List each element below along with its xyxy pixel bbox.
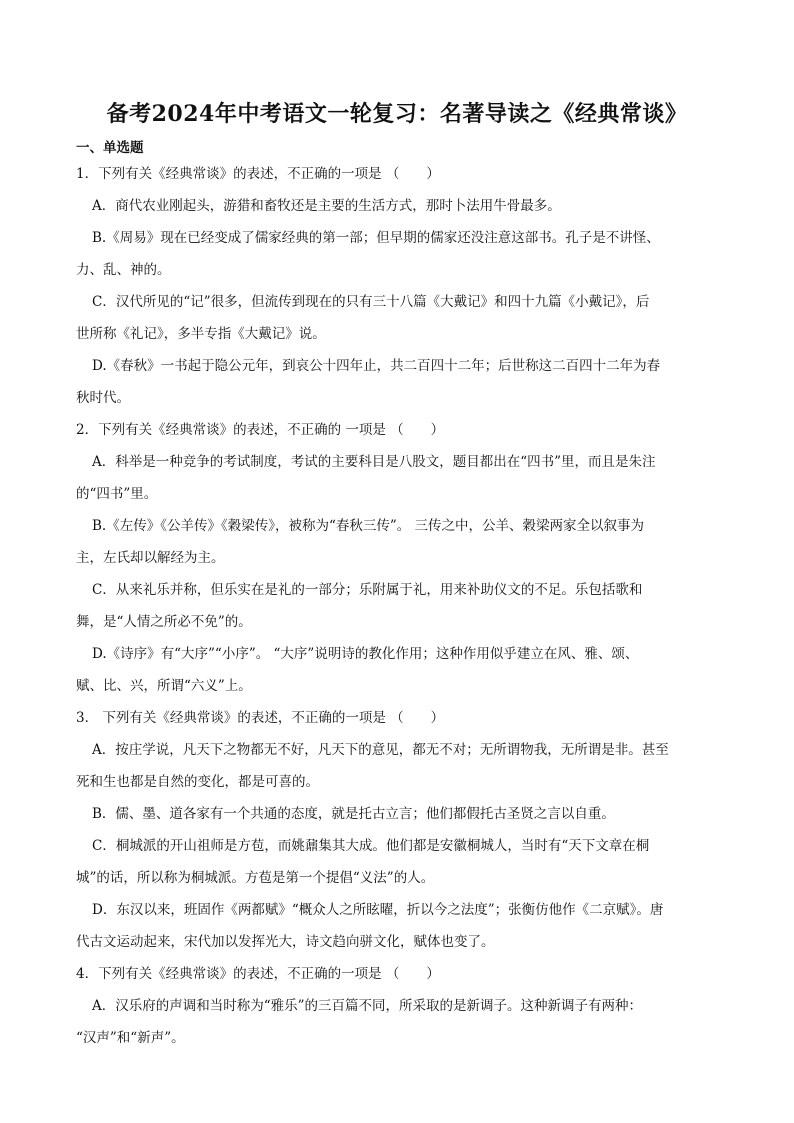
option-text-line: A．汉乐府的声调和当时称为“雅乐”的三百篇不同，所采取的是新调子。这种新调子有两种： <box>92 998 643 1014</box>
option-text-line: C．桐城派的开山祖师是方苞，而姚鼐集其大成。他们都是安徽桐城人，当时有“天下文章在桐 <box>92 838 650 854</box>
option-text-line: 代古文运动起来，宋代加以发挥光大，诗文趋向骈文化，赋体也变了。 <box>76 934 495 950</box>
question-3 <box>76 706 722 954</box>
option-text-line: D.《春秋》一书起于隐公元年，到哀公十四年止，共二百四十二年；后世称这二百四十二年为春 <box>92 358 661 374</box>
option-a <box>76 194 722 218</box>
option-d <box>76 898 722 954</box>
option-text-line: 的“四书”里。 <box>76 486 158 502</box>
option-text-line: B.《周易》现在已经变成了儒家经典的第一部；但早期的儒家还没注意这部书。孔子是不讲怪、 <box>92 230 660 246</box>
option-b <box>76 514 722 570</box>
question-2 <box>76 418 722 698</box>
option-text-line: 主，左氏却以解经为主。 <box>76 550 225 566</box>
option-c <box>76 290 722 346</box>
option-text-line: A．商代农业刚起头，游猎和畜牧还是主要的生活方式，那时卜法用牛骨最多。 <box>92 198 561 214</box>
document-title: 备考2024年中考语文一轮复习：名著导读之《经典常谈》 <box>106 101 688 127</box>
option-text-line: C．从来礼乐并称，但乐实在是礼的一部分；乐附属于礼，用来补助仪文的不足。乐包括歌和 <box>92 582 643 598</box>
option-d <box>76 354 722 410</box>
option-a <box>76 994 722 1050</box>
option-text-line: 舞，是“人情之所必不免”的。 <box>76 614 252 630</box>
option-b <box>76 226 722 282</box>
option-c <box>76 834 722 890</box>
question-list <box>76 162 722 1058</box>
section-heading: 一、单选题 <box>76 140 144 156</box>
option-text-line: 秋时代。 <box>76 390 130 406</box>
question-stem: 3． 下列有关《经典常谈》的表述，不正确的一项是 （ ） <box>76 710 445 726</box>
option-text-line: A．科举是一种竞争的考试制度，考试的主要科目是八股文，题目都出在“四书”里，而且是朱注 <box>92 454 656 470</box>
option-text-line: 死和生也都是自然的变化，都是可喜的。 <box>76 774 319 790</box>
option-text-line: C．汉代所见的“记”很多，但流传到现在的只有三十八篇《大戴记》和四十九篇《小戴记》，后 <box>92 294 650 310</box>
question-stem: 2．下列有关《经典常谈》的表述，不正确的 一项是 （ ） <box>76 422 445 438</box>
question-1 <box>76 162 722 410</box>
option-text-line: D．东汉以来，班固作《两都赋》“概众人之所眩曜，折以今之法度”；张衡仿他作《二京赋》。唐 <box>92 902 664 918</box>
option-text-line: 城”的话，所以称为桐城派。方苞是第一个提倡“义法”的人。 <box>76 870 435 886</box>
option-text-line: “汉声”和“新声”。 <box>76 1030 185 1046</box>
option-text-line: B.《左传》《公羊传》《穀梁传》，被称为“春秋三传”。 三传之中，公羊、穀梁两家全以叙事为 <box>92 518 645 534</box>
question-4 <box>76 962 722 1050</box>
question-stem: 4．下列有关《经典常谈》的表述，不正确的一项是 （ ） <box>76 966 440 982</box>
option-b <box>76 802 722 826</box>
option-text-line: D.《诗序》有“大序”“小序”。 “大序”说明诗的教化作用；这种作用似乎建立在风、雅、颂、 <box>92 646 639 662</box>
option-d <box>76 642 722 698</box>
option-text-line: 世所称《礼记》，多半专指《大戴记》说。 <box>76 326 326 342</box>
option-a <box>76 738 722 794</box>
option-text-line: A．按庄学说，凡天下之物都无不好，凡天下的意见，都无不对；无所谓物我，无所谓是非。甚至 <box>92 742 669 758</box>
question-stem: 1．下列有关《经典常谈》的表述，不正确的一项是 （ ） <box>76 166 440 182</box>
option-a <box>76 450 722 506</box>
option-c <box>76 578 722 634</box>
option-text-line: B．儒、墨、道各家有一个共通的态度，就是托古立言；他们都假托古圣贤之言以自重。 <box>92 806 615 822</box>
option-text-line: 赋、比、兴，所谓“六义”上。 <box>76 678 252 694</box>
option-text-line: 力、乱、神的。 <box>76 262 171 278</box>
